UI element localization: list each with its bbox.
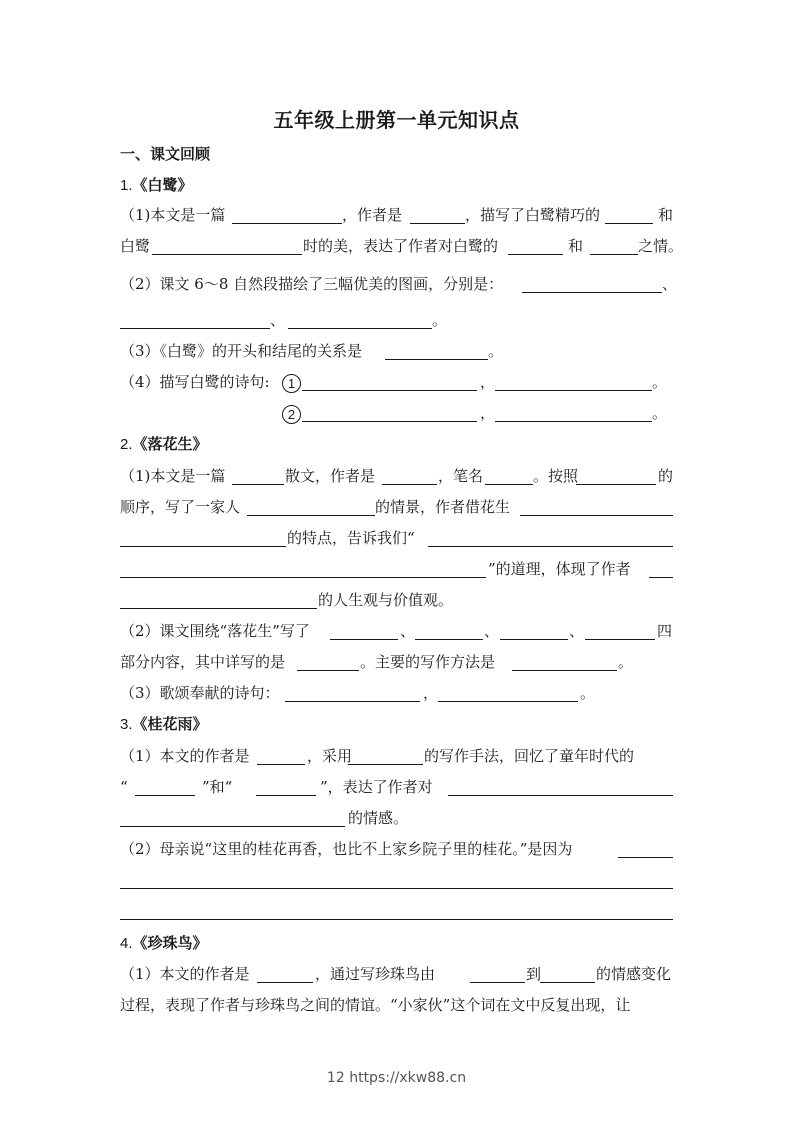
text: 、 — [484, 622, 500, 640]
l3-q2-line1 — [120, 838, 673, 860]
text: （3）《白鹭》的开头和结尾的关系是 — [120, 342, 363, 360]
text: 的情景，作者借花生 — [375, 498, 511, 516]
l2-q1-line4 — [120, 558, 673, 580]
fill-blank[interactable] — [120, 608, 317, 609]
l2-q1-line5 — [120, 589, 673, 611]
fill-blank[interactable] — [257, 764, 305, 765]
text: （2）课文围绕“落花生”写了 — [120, 622, 310, 640]
text: 之情。 — [638, 237, 684, 255]
text: 。 — [618, 653, 634, 671]
l3-q1-line1 — [120, 745, 673, 767]
page-number: 12 — [326, 1070, 345, 1086]
fill-blank[interactable] — [297, 670, 359, 671]
text: （1)本文是一篇 — [120, 206, 226, 224]
fill-blank[interactable] — [330, 639, 398, 640]
text: ”和“ — [202, 778, 233, 796]
fill-blank[interactable] — [448, 795, 673, 796]
fill-blank[interactable] — [590, 254, 638, 255]
text: 。 — [488, 342, 504, 360]
circled-number-2 — [282, 403, 301, 425]
text: 。 — [652, 404, 668, 422]
text: （1）本文的作者是 — [120, 965, 250, 983]
fill-blank[interactable] — [232, 484, 284, 485]
lesson-title: 《珍珠鸟》 — [132, 934, 208, 952]
text: ， — [480, 373, 496, 391]
circled-number-1 — [282, 372, 301, 394]
text: 。 — [432, 311, 448, 329]
text: 。 — [580, 684, 596, 702]
l1-q2-line2 — [120, 309, 673, 331]
text: 、 — [662, 275, 678, 293]
section-heading: 一、课文回顾 — [120, 145, 211, 163]
l2-q1-line2 — [120, 496, 673, 518]
fill-blank[interactable] — [520, 515, 673, 516]
l2-q2-line1 — [120, 620, 673, 642]
lesson-heading-3 — [120, 713, 673, 735]
fill-blank[interactable] — [500, 639, 568, 640]
l3-q2-line3 — [120, 900, 673, 922]
text: ”的道理，体现了作者 — [488, 560, 631, 578]
text: ，作者是 — [342, 206, 403, 224]
fill-blank[interactable] — [120, 826, 345, 827]
text: 的人生观与价值观。 — [318, 591, 454, 609]
fill-blank[interactable] — [649, 577, 673, 578]
fill-blank[interactable] — [415, 639, 483, 640]
page-title: 五年级上册第一单元知识点 — [273, 108, 520, 132]
lesson-number: 1. — [120, 177, 133, 194]
text: 白鹭 — [120, 237, 151, 255]
l1-q1-line1 — [120, 204, 673, 226]
text: （2）母亲说“这里的桂花再香，也比不上家乡院子里的桂花。”是因为 — [120, 840, 573, 858]
text: 时的美，表达了作者对白鹭的 — [303, 237, 499, 255]
l2-q1-line1 — [120, 465, 673, 487]
fill-blank[interactable] — [522, 292, 662, 293]
text: 。 — [652, 373, 668, 391]
text: （3）歌颂奉献的诗句： — [120, 684, 280, 702]
fill-blank[interactable] — [495, 421, 652, 422]
fill-blank[interactable] — [512, 670, 617, 671]
lesson-number: 3. — [120, 716, 133, 733]
l2-q3 — [120, 682, 673, 704]
fill-blank[interactable] — [285, 701, 420, 702]
fill-blank[interactable] — [232, 223, 342, 224]
fill-blank[interactable] — [585, 639, 655, 640]
text: 四 — [657, 622, 673, 640]
text: 的情感变化 — [596, 965, 672, 983]
fill-blank[interactable] — [605, 223, 653, 224]
text: （1)本文是一篇 — [120, 467, 226, 485]
text: ，描写了白鹭精巧的 — [465, 206, 601, 224]
text: 的写作手法，回忆了童年时代的 — [424, 747, 635, 765]
footer-url[interactable]: https://xkw88.cn — [349, 1070, 467, 1086]
text: ”，表达了作者对 — [320, 778, 433, 796]
lesson-heading-2 — [120, 433, 673, 455]
text: 的情感。 — [348, 809, 409, 827]
text: 。主要的写作方法是 — [360, 653, 496, 671]
fill-blank[interactable] — [120, 888, 673, 889]
fill-blank[interactable] — [302, 421, 477, 422]
text: 和 — [658, 206, 674, 224]
marker: 1 — [282, 374, 301, 393]
fill-blank[interactable] — [247, 515, 375, 516]
l2-q1-line3 — [120, 527, 673, 549]
text: 散文，作者是 — [285, 467, 376, 485]
text: ，通过写珍珠鸟由 — [315, 965, 436, 983]
fill-blank[interactable] — [618, 857, 673, 858]
fill-blank[interactable] — [438, 701, 578, 702]
l1-q4-line1 — [120, 371, 673, 393]
lesson-title: 《桂花雨》 — [132, 715, 208, 733]
text: 部分内容，其中详写的是 — [120, 653, 286, 671]
lesson-title: 《白鹭》 — [132, 176, 193, 194]
l1-q1-line2 — [120, 235, 684, 257]
text: 过程，表现了作者与珍珠鸟之间的情谊。“小家伙”这个词在文中反复出现，让 — [120, 996, 631, 1014]
fill-blank[interactable] — [348, 764, 423, 765]
fill-blank[interactable] — [576, 484, 656, 485]
text: ， — [480, 404, 496, 422]
lesson-heading-4 — [120, 932, 673, 954]
fill-blank[interactable] — [120, 546, 286, 547]
fill-blank[interactable] — [495, 390, 652, 391]
fill-blank[interactable] — [508, 254, 563, 255]
lesson-number: 2. — [120, 436, 133, 453]
fill-blank[interactable] — [382, 484, 437, 485]
l2-q2-line2 — [120, 651, 673, 673]
lesson-number: 4. — [120, 935, 133, 952]
lesson-heading-1 — [120, 174, 673, 196]
text: 到 — [526, 965, 542, 983]
text: （4）描写白鹭的诗句: — [120, 373, 270, 391]
l3-q2-line2 — [120, 869, 673, 891]
fill-blank[interactable] — [385, 359, 488, 360]
text: 的 — [658, 467, 674, 485]
text: 、 — [270, 311, 286, 329]
fill-blank[interactable] — [256, 795, 316, 796]
fill-blank[interactable] — [470, 982, 525, 983]
text: 、 — [400, 622, 416, 640]
fill-blank[interactable] — [485, 484, 533, 485]
lesson-title: 《落花生》 — [132, 435, 208, 453]
fill-blank[interactable] — [120, 328, 270, 329]
fill-blank[interactable] — [120, 577, 486, 578]
text: ，采用 — [307, 747, 353, 765]
fill-blank[interactable] — [302, 390, 477, 391]
fill-blank[interactable] — [152, 254, 302, 255]
text: 、 — [569, 622, 585, 640]
l1-q2-line1 — [120, 273, 678, 295]
fill-blank[interactable] — [410, 223, 465, 224]
fill-blank[interactable] — [135, 795, 195, 796]
text: 顺序，写了一家人 — [120, 498, 241, 516]
text: “ — [120, 778, 128, 796]
l1-q3 — [120, 340, 673, 362]
text: （1）本文的作者是 — [120, 747, 250, 765]
l3-q1-line3 — [120, 807, 673, 829]
l4-q1-line2 — [120, 994, 673, 1016]
text: ， — [423, 684, 439, 702]
l3-q1-line2 — [120, 776, 673, 798]
text: 和 — [568, 237, 584, 255]
text: （2）课文 6～8 自然段描绘了三幅优美的图画，分别是： — [120, 275, 504, 293]
l4-q1-line1 — [120, 963, 673, 985]
fill-blank[interactable] — [257, 982, 313, 983]
fill-blank[interactable] — [428, 546, 673, 547]
text: 的特点，告诉我们“ — [287, 529, 415, 547]
text: ，笔名 — [438, 467, 484, 485]
fill-blank[interactable] — [288, 328, 432, 329]
fill-blank[interactable] — [540, 982, 595, 983]
page-footer — [0, 1070, 793, 1086]
text: 。按照 — [533, 467, 579, 485]
marker: 2 — [282, 405, 301, 424]
l1-q4-line2 — [120, 402, 673, 424]
fill-blank[interactable] — [120, 919, 673, 920]
